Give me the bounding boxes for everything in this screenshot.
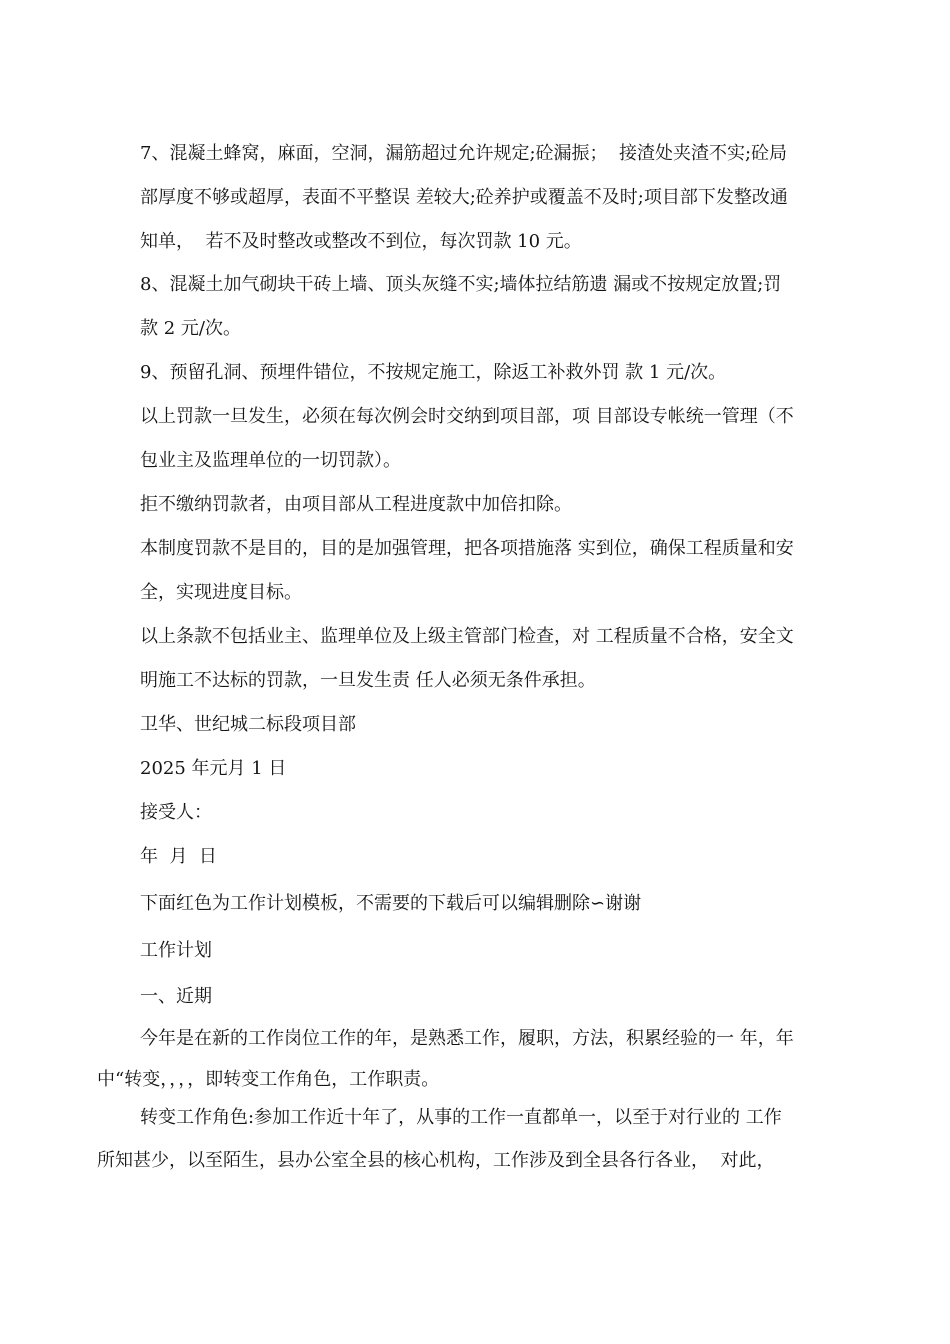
text-line: 年 月 日 (140, 846, 217, 867)
text-line: 7、混凝土蜂窝，麻面，空洞，漏筋超过允许规定;砼漏振； 接渣处夹渣不实;砼局 (140, 143, 788, 164)
text-line: 今年是在新的工作岗位工作的年，是熟悉工作，履职，方法，积累经验的一 年，年 (140, 1028, 794, 1049)
text-line: 包业主及监理单位的一切罚款）。 (140, 450, 401, 471)
text-line: 以上罚款一旦发生，必须在每次例会时交纳到项目部，项 目部设专帐统一管理（不 (140, 406, 794, 427)
text-line: 8、混凝土加气砌块干砖上墙、顶头灰缝不实;墙体拉结筋遗 漏或不按规定放置;罚 (140, 274, 782, 295)
text-line: 所知甚少，以至陌生，县办公室全县的核心机构，工作涉及到全县各行各业， 对此， (97, 1150, 775, 1171)
text-line: 工作计划 (140, 940, 212, 961)
text-line: 一、近期 (140, 986, 212, 1007)
text-line: 接受人： (140, 802, 212, 823)
text-line: 以上条款不包括业主、监理单位及上级主管部门检查，对 工程质量不合格，安全文 (140, 626, 794, 647)
text-line: 拒不缴纳罚款者，由项目部从工程进度款中加倍扣除。 (140, 494, 572, 515)
text-line: 下面红色为工作计划模板，不需要的下载后可以编辑删除∽谢谢 (140, 893, 642, 914)
text-line: 全，实现进度目标。 (140, 582, 302, 603)
text-line: 本制度罚款不是目的，目的是加强管理，把各项措施落 实到位，确保工程质量和安 (140, 538, 794, 559)
text-line: 中“转变，，，，即转变工作角色，工作职责。 (97, 1069, 440, 1090)
text-line: 转变工作角色:参加工作近十年了，从事的工作一直都单一，以至于对行业的 工作 (140, 1107, 782, 1128)
text-line: 明施工不达标的罚款，一旦发生责 任人必须无条件承担。 (140, 670, 596, 691)
text-line: 2025 年元月 1 日 (140, 758, 287, 779)
text-line: 知单， 若不及时整改或整改不到位，每次罚款 10 元。 (140, 231, 582, 252)
text-line: 9、预留孔洞、预埋件错位，不按规定施工，除返工补救外罚 款 1 元/次。 (140, 362, 727, 383)
text-line: 部厚度不够或超厚，表面不平整误 差较大;砼养护或覆盖不及时;项目部下发整改通 (140, 187, 788, 208)
text-line: 款 2 元/次。 (140, 318, 241, 339)
text-line: 卫华、世纪城二标段项目部 (140, 714, 356, 735)
